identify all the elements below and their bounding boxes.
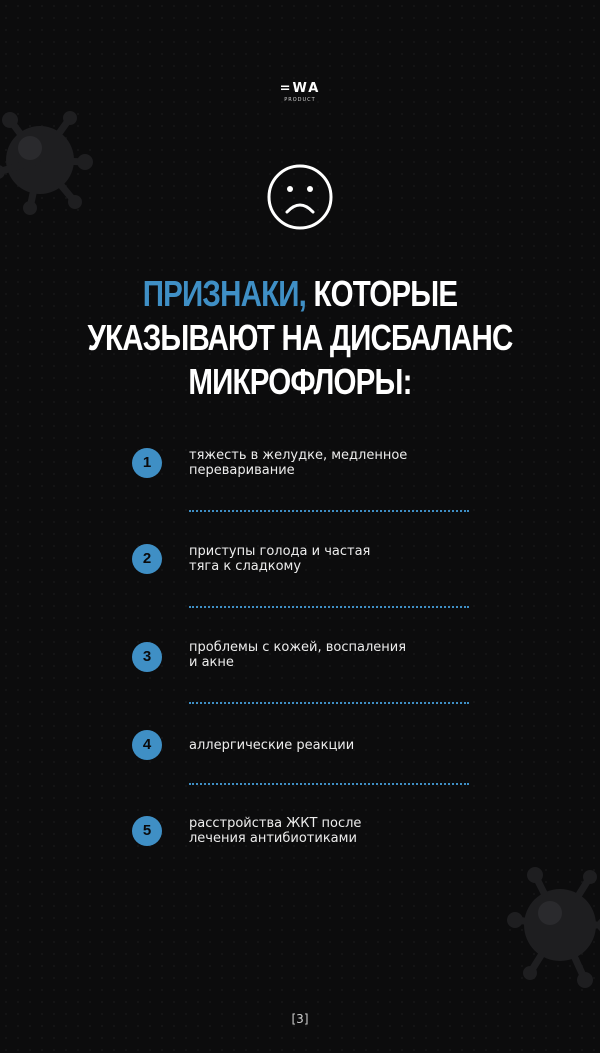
- number-badge: 4: [132, 730, 162, 760]
- title-line-1-rest: КОТОРЫЕ: [306, 273, 458, 314]
- sign-text: [189, 738, 469, 753]
- sign-text-line: проблемы с кожей, воспаления: [189, 640, 407, 655]
- sign-text-line: приступы голода и частая: [189, 544, 371, 559]
- virus-icon: [505, 855, 600, 995]
- logo-subtitle: PRODUCT: [284, 97, 316, 103]
- number-badge: 2: [132, 544, 162, 574]
- brand-logo: [0, 82, 600, 103]
- title-accent: ПРИЗНАКИ,: [142, 273, 307, 314]
- sign-text: [189, 816, 469, 846]
- page-number: [3]: [291, 1012, 309, 1026]
- page-title: [0, 272, 600, 404]
- number-badge: 3: [132, 642, 162, 672]
- sign-text: [189, 544, 469, 574]
- sign-text: [189, 448, 469, 478]
- sign-text-line: тяжесть в желудке, медленное: [189, 448, 408, 463]
- sign-text-line: тяга к сладкому: [189, 559, 302, 574]
- divider: [189, 702, 469, 704]
- logo-mark: =WA: [279, 81, 321, 96]
- divider: [189, 783, 469, 785]
- sign-text-line: переваривание: [189, 463, 295, 478]
- title-line-3: МИКРОФЛОРЫ:: [188, 361, 412, 402]
- sad-face-icon: [265, 162, 335, 232]
- sign-text-line: лечения антибиотиками: [189, 831, 357, 846]
- number-badge: 1: [132, 448, 162, 478]
- divider: [189, 606, 469, 608]
- title-line-1: [54, 272, 546, 316]
- divider: [189, 510, 469, 512]
- title-line-2: УКАЗЫВАЮТ НА ДИСБАЛАНС: [87, 317, 513, 358]
- number-badge: 5: [132, 816, 162, 846]
- sign-text-line: и акне: [189, 655, 234, 670]
- sign-text-line: расстройства ЖКТ после: [189, 816, 362, 831]
- sign-text-line: аллергические реакции: [189, 738, 355, 753]
- sign-text: [189, 640, 469, 670]
